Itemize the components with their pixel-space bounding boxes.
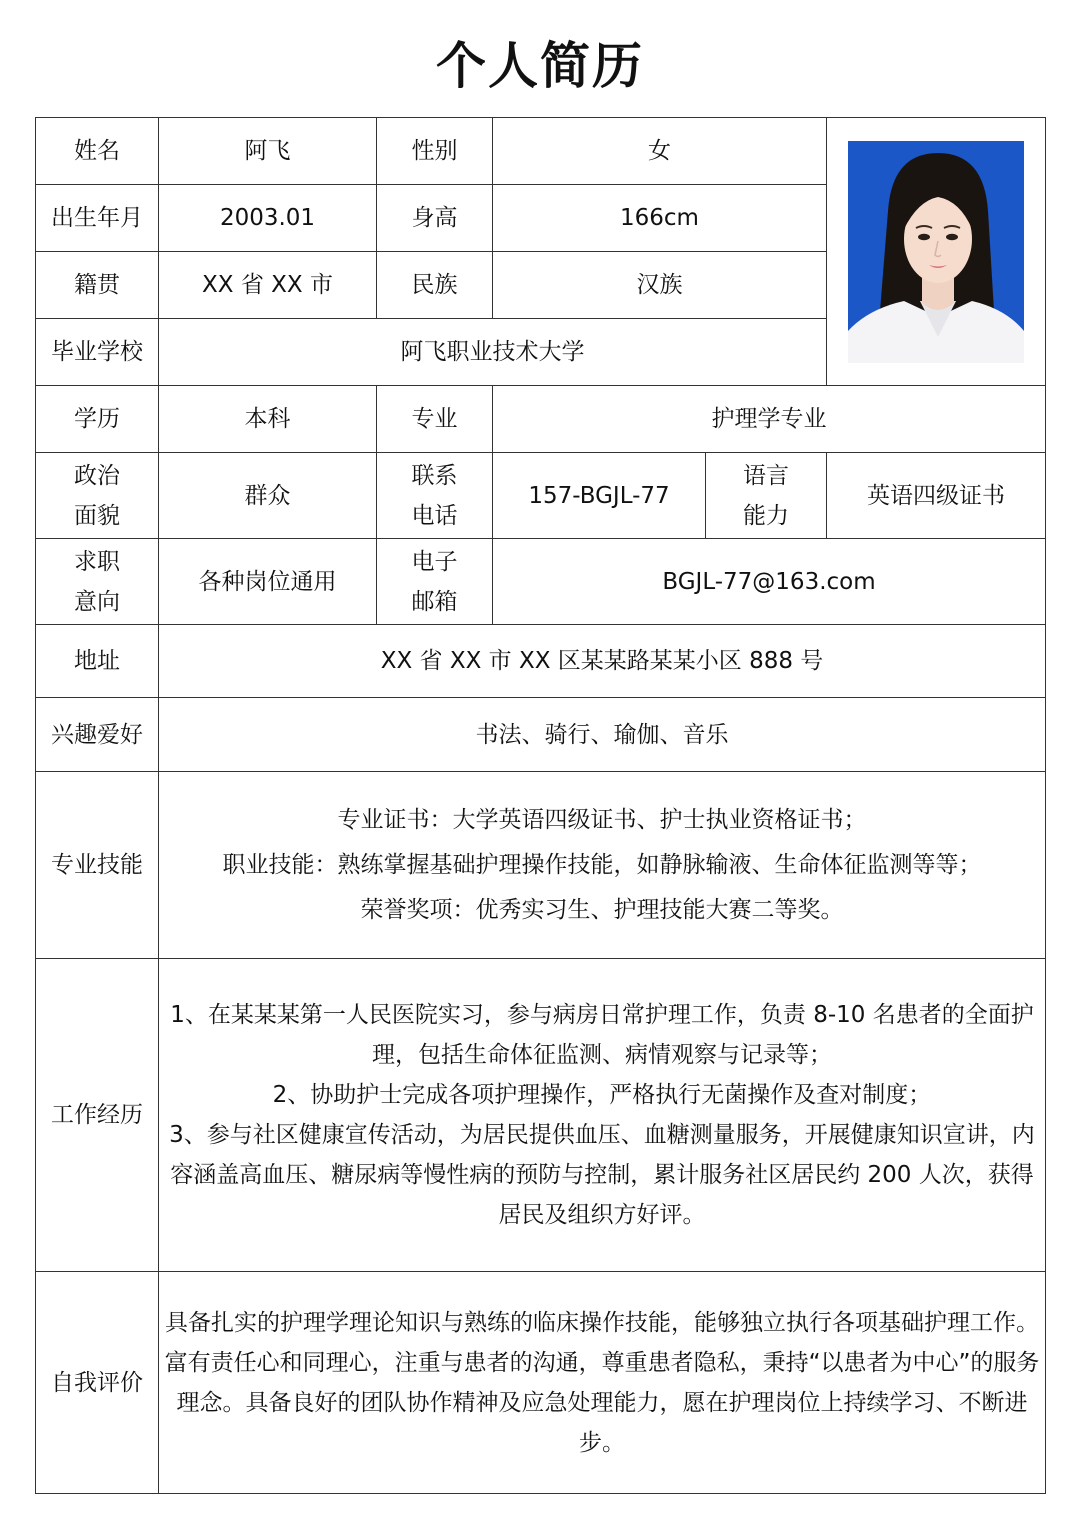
label-native: 籍贯 xyxy=(36,252,159,319)
experience-item: 3、参与社区健康宣传活动，为居民提供血压、血糖测量服务，开展健康知识宣讲，内容涵盖高血压、糖尿病等慢性病的预防与控制，累计服务社区居民约 200 人次，获得居民及组织方好评。 xyxy=(169,1122,1035,1228)
label-phone xyxy=(377,453,493,539)
label-birth: 出生年月 xyxy=(36,185,159,252)
label-language-line1: 语言 xyxy=(743,462,789,489)
value-height: 166cm xyxy=(493,185,827,252)
experience-content xyxy=(159,959,1046,1272)
label-email-line1: 电子 xyxy=(411,548,458,575)
label-job-intent-line2: 意向 xyxy=(74,588,120,615)
label-experience: 工作经历 xyxy=(36,959,159,1272)
label-political-line2: 面貌 xyxy=(74,502,120,529)
label-phone-line2: 电话 xyxy=(411,502,458,529)
value-school: 阿飞职业技术大学 xyxy=(159,319,827,386)
label-email-line2: 邮箱 xyxy=(411,588,458,615)
self-eval-content: 具备扎实的护理学理论知识与熟练的临床操作技能，能够独立执行各项基础护理工作。富有责任心和同理心，注重与患者的沟通，尊重患者隐私，秉持“以患者为中心”的服务理念。具备良好的团队协作精神及应急处理能力，愿在护理岗位上持续学习、不断进步。 xyxy=(159,1272,1046,1494)
skills-line: 职业技能：熟练掌握基础护理操作技能，如静脉输液、生命体征监测等等； xyxy=(222,851,982,878)
skills-content xyxy=(159,772,1046,959)
value-language: 英语四级证书 xyxy=(827,453,1046,539)
label-gender: 性别 xyxy=(377,118,493,185)
label-ethnicity: 民族 xyxy=(377,252,493,319)
label-skills: 专业技能 xyxy=(36,772,159,959)
resume-title: 个人简历 xyxy=(436,37,644,95)
value-job-intent: 各种岗位通用 xyxy=(159,539,377,625)
label-education: 学历 xyxy=(36,386,159,453)
value-political: 群众 xyxy=(159,453,377,539)
value-ethnicity: 汉族 xyxy=(493,252,827,319)
label-political-line1: 政治 xyxy=(74,462,120,489)
value-education: 本科 xyxy=(159,386,377,453)
label-name: 姓名 xyxy=(36,118,159,185)
label-address: 地址 xyxy=(36,625,159,698)
label-self-eval: 自我评价 xyxy=(36,1272,159,1494)
value-phone: 157-BGJL-77 xyxy=(493,453,706,539)
portrait-photo-icon xyxy=(848,141,1024,363)
label-job-intent-line1: 求职 xyxy=(74,548,120,575)
label-hobbies: 兴趣爱好 xyxy=(36,698,159,772)
experience-item: 2、协助护士完成各项护理操作，严格执行无菌操作及查对制度； xyxy=(272,1082,932,1108)
label-email xyxy=(377,539,493,625)
label-major: 专业 xyxy=(377,386,493,453)
label-language-line2: 能力 xyxy=(743,502,789,529)
label-language xyxy=(706,453,827,539)
experience-item: 1、在某某某第一人民医院实习，参与病房日常护理工作，负责 8-10 名患者的全面护理，包括生命体征监测、病情观察与记录等； xyxy=(170,1002,1034,1068)
value-major: 护理学专业 xyxy=(493,386,1046,453)
label-political xyxy=(36,453,159,539)
skills-line: 荣誉奖项：优秀实习生、护理技能大赛二等奖。 xyxy=(360,896,844,923)
skills-line: 专业证书：大学英语四级证书、护士执业资格证书； xyxy=(337,806,867,833)
resume-table xyxy=(35,117,1046,1494)
photo-cell xyxy=(827,118,1046,386)
value-hobbies: 书法、骑行、瑜伽、音乐 xyxy=(159,698,1046,772)
value-email: BGJL-77@163.com xyxy=(493,539,1046,625)
label-job-intent xyxy=(36,539,159,625)
value-gender: 女 xyxy=(493,118,827,185)
value-birth: 2003.01 xyxy=(159,185,377,252)
value-address: XX 省 XX 市 XX 区某某路某某小区 888 号 xyxy=(159,625,1046,698)
value-name: 阿飞 xyxy=(159,118,377,185)
label-phone-line1: 联系 xyxy=(411,462,458,489)
label-height: 身高 xyxy=(377,185,493,252)
value-native: XX 省 XX 市 xyxy=(159,252,377,319)
label-school: 毕业学校 xyxy=(36,319,159,386)
